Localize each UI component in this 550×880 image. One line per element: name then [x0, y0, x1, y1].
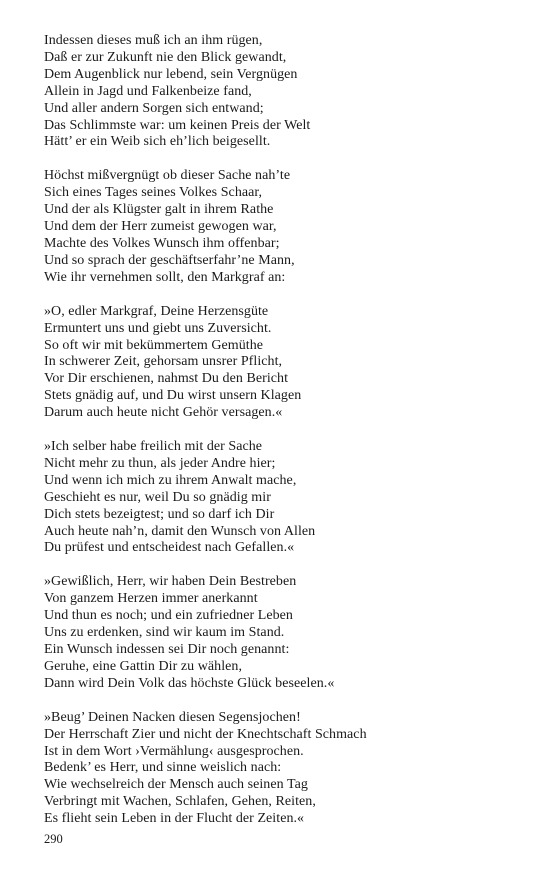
poem-line: Verbringt mit Wachen, Schlafen, Gehen, Reiten,: [44, 794, 316, 810]
stanza-3: [44, 304, 514, 422]
poem-line: Und so sprach der geschäftserfahr’ne Mann,: [44, 252, 295, 268]
poem-line: Geruhe, eine Gattin Dir zu wählen,: [44, 658, 243, 674]
poem-line: Indessen dieses muß ich an ihm rügen,: [44, 33, 263, 48]
poem-line: In schwerer Zeit, gehorsam unsrer Pflicht,: [44, 354, 283, 370]
poem-line: Wie ihr vernehmen sollt, den Markgraf an:: [44, 269, 286, 285]
poem-line: Der Herrschaft Zier und nicht der Knechtschaft Schmach: [44, 726, 367, 742]
poem-line: Höchst mißvergnügt ob dieser Sache nah’te: [44, 168, 291, 184]
stanza-5: [44, 574, 514, 692]
stanza-2: [44, 168, 514, 286]
poem-line: Geschieht es nur, weil Du so gnädig mir: [44, 489, 271, 505]
poem-body: [44, 33, 514, 845]
poem-line: Daß er zur Zukunft nie den Blick gewandt,: [44, 49, 287, 65]
poem-line: »O, edler Markgraf, Deine Herzensgüte: [44, 303, 269, 319]
poem-line: Auch heute nah’n, damit den Wunsch von Allen: [44, 523, 316, 539]
stanza-6: [44, 710, 514, 828]
poem-line: Von ganzem Herzen immer anerkannt: [44, 591, 258, 607]
poem-line: Allein in Jagd und Falkenbeize fand,: [44, 83, 252, 99]
poem-line: Ein Wunsch indessen sei Dir noch genannt:: [44, 642, 290, 657]
poem-line: Das Schlimmste war: um keinen Preis der Welt: [44, 117, 311, 133]
stanza-1: [44, 33, 514, 151]
poem-line: Und dem der Herr zumeist gewogen war,: [44, 219, 277, 235]
poem-line: Dem Augenblick nur lebend, sein Vergnügen: [44, 66, 298, 82]
poem-line: Wie wechselreich der Mensch auch seinen Tag: [44, 777, 308, 793]
poem-line: Stets gnädig auf, und Du wirst unsern Klagen: [44, 388, 302, 404]
poem-line: Sich eines Tages seines Volkes Schaar,: [44, 185, 263, 201]
poem-line: Dich stets bezeigtest; und so darf ich Dir: [44, 506, 275, 522]
poem-line: Hätt’ er ein Weib sich eh’lich beigesellt.: [44, 134, 271, 150]
poem-line: Du prüfest und entscheidest nach Gefallen.«: [44, 540, 295, 556]
poem-line: Nicht mehr zu thun, als jeder Andre hier;: [44, 455, 276, 471]
poem-line: Ist in dem Wort ›Vermählung‹ ausgesprochen.: [44, 743, 304, 759]
poem-line: Uns zu erdenken, sind wir kaum im Stand.: [44, 625, 285, 641]
poem-line: Und aller andern Sorgen sich entwand;: [44, 100, 264, 116]
poem-line: »Ich selber habe freilich mit der Sache: [44, 439, 263, 455]
poem-line: Es flieht sein Leben in der Flucht der Zeiten.«: [44, 811, 305, 827]
poem-line: »Beug’ Deinen Nacken diesen Segensjochen!: [44, 709, 301, 725]
poem-line: Dann wird Dein Volk das höchste Glück beseelen.«: [44, 675, 335, 691]
poem-line: Machte des Volkes Wunsch ihm offenbar;: [44, 235, 280, 251]
poem-line: »Gewißlich, Herr, wir haben Dein Bestreben: [44, 574, 297, 590]
poem-line: Und der als Klügster galt in ihrem Rathe: [44, 202, 274, 218]
stanza-4: [44, 439, 514, 557]
poem-line: Vor Dir erschienen, nahmst Du den Bericht: [44, 371, 289, 387]
page-number: 290: [44, 832, 63, 846]
poem-line: Und wenn ich mich zu ihrem Anwalt mache,: [44, 472, 297, 488]
poem-line: Und thun es noch; und ein zufriedner Leben: [44, 608, 293, 624]
poem-line: Darum auch heute nicht Gehör versagen.«: [44, 405, 283, 421]
poem-line: So oft wir mit bekümmertem Gemüthe: [44, 337, 264, 353]
poem-line: Ermuntert uns und giebt uns Zuversicht.: [44, 320, 272, 336]
poem-line: Bedenk’ es Herr, und sinne weislich nach:: [44, 760, 282, 776]
